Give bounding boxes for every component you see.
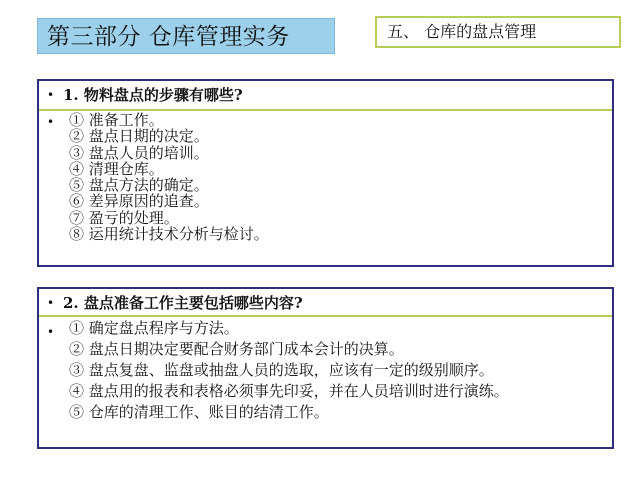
bullet-icon: • (47, 88, 55, 102)
list-item: ② 盘点日期决定要配合财务部门成本会计的决算。 (69, 340, 404, 358)
list-item: ⑥ 差异原因的追查。 (69, 192, 209, 211)
bullet-icon: • (47, 325, 55, 339)
page-title: 第三部分 仓库管理实务 (37, 18, 335, 54)
bullet-icon: • (47, 296, 55, 310)
question-panel-2 (37, 287, 614, 449)
list-item: ② 盘点日期的决定。 (69, 127, 209, 146)
list-item: ③ 盘点人员的培训。 (69, 143, 209, 162)
list-item: ④ 清理仓库。 (69, 159, 164, 178)
section-title: 五、 仓库的盘点管理 (375, 16, 621, 48)
question-2-text: 2. 盘点准备工作主要包括哪些内容? (63, 294, 303, 312)
answer-list-2 (69, 318, 509, 423)
list-item: ⑧ 运用统计技术分析与检讨。 (69, 225, 269, 244)
list-item: ③ 盘点复盘、监盘或抽盘人员的选取，应该有一定的级别顺序。 (69, 361, 494, 379)
list-item: ⑤ 盘点方法的确定。 (69, 176, 209, 195)
list-item: ⑤ 仓库的清理工作、账目的结清工作。 (69, 403, 329, 421)
list-item: ⑦ 盈亏的处理。 (69, 208, 179, 227)
list-item: ① 确定盘点程序与方法。 (69, 319, 239, 337)
question-1-text: 1. 物料盘点的步骤有哪些? (63, 86, 243, 104)
answer-list-1 (69, 112, 269, 242)
list-item: ① 准备工作。 (69, 111, 164, 129)
question-divider (39, 315, 612, 317)
list-item: ④ 盘点用的报表和表格必须事先印妥，并在人员培训时进行演练。 (69, 382, 509, 400)
question-panel-1 (37, 79, 614, 267)
bullet-icon: • (47, 115, 55, 129)
